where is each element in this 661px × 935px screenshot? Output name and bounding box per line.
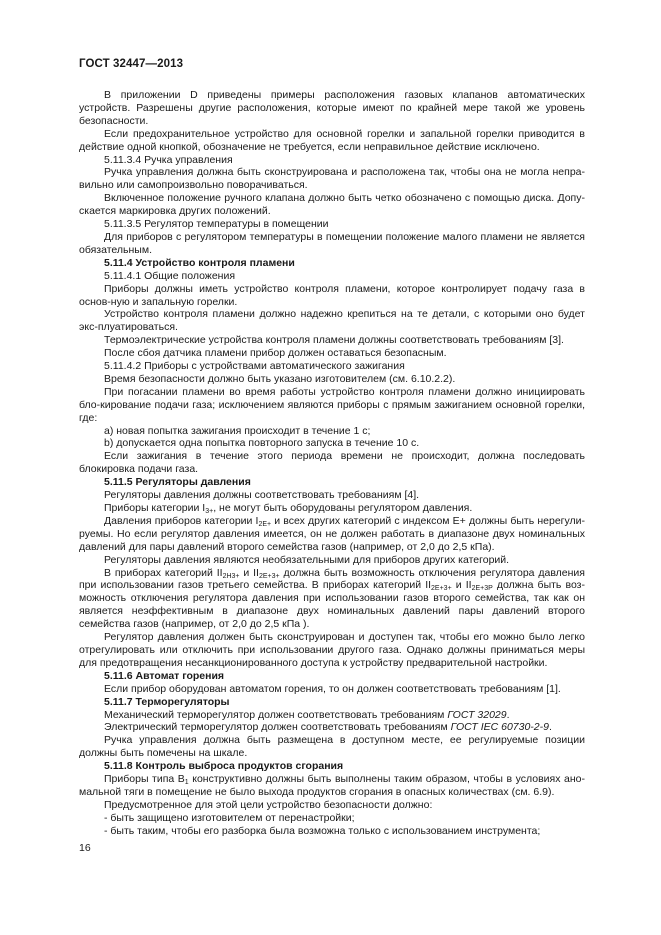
paragraph: В приборах категорий $II_{2H3+}$ и $II_{2E+3+}$ должна быть возможность отключения регулятора давления при использовании газов третьего семейства. В приборах категорий $II_{2E+3+}$ и $II_{2E+3P}$ должна быть воз-можность отключения регулятора давления при использовании газов второго семейства, так как он является неэффективным в диапазоне двух номинальных давлений пары давлений второго семейства газов (например, от 2,0 до 2,5 кПа ). [79,566,585,631]
paragraph: В приложении D приведены примеры расположения газовых клапанов автоматических устройств. Разрешены другие расположения, которые имеют по крайней мере такой же уровень безопасности. [79,89,585,127]
list-item: b) допускается одна попытка повторного запуска в течение 10 с. [104,437,420,450]
section-heading: 5.11.7 Терморегуляторы [104,695,230,708]
paragraph: После сбоя датчика пламени прибор должен оставаться безопасным. [104,347,447,360]
list-item: a) новая попытка зажигания происходит в течение 1 с; [104,424,371,437]
paragraph: Устройство контроля пламени должно надежно крепиться на те детали, с которыми оно будет экс-плуатироваться. [79,308,585,334]
paragraph: Приборы типа $B_1$ конструктивно должны быть выполнены таким образом, чтобы в условиях ано-мальной тяги в помещение не было выхода продуктов сгорания в опасных количествах (см. 6.9). [79,773,586,798]
paragraph: Термоэлектрические устройства контроля пламени должны соответствовать требованиям [3]. [104,334,564,347]
paragraph: При погасании пламени во время работы устройство контроля пламени должно инициировать бло-кирование подачи газа; исключением являются приборы с прямым зажиганием основной горелки, где: [79,385,585,424]
paragraph: Приборы должны иметь устройство контроля пламени, которое контролирует подачу газа в основ-ную и запальную горелки. [79,282,585,308]
paragraph: Предусмотренное для этой цели устройство безопасности должно: [104,798,433,811]
page-number: 16 [79,842,91,854]
section-heading: 5.11.8 Контроль выброса продуктов сгорания [104,760,344,773]
document-body [79,89,585,838]
paragraph: Если прибор оборудован автоматом горения, то он должен соответствовать требованиям [1]. [104,682,561,695]
standard-reference: ГОСТ IEC 60730-2-9 [450,721,549,734]
paragraph: Время безопасности должно быть указано изготовителем (см. 6.10.2.2). [104,372,456,385]
subsection-heading: 5.11.4.2 Приборы с устройствами автоматического зажигания [104,360,405,373]
section-heading: 5.11.6 Автомат горения [104,669,225,682]
paragraph: Ручка управления должна быть сконструирована и расположена так, чтобы она не могла непра-вильно или самопроизвольно поворачиваться. [79,166,585,192]
paragraph: Регуляторы давления являются необязательными для приборов других категорий. [104,553,510,566]
section-heading: 5.11.4 Устройство контроля пламени [104,256,295,269]
paragraph: Давления приборов категории $I_{2E+}$ и всех других категорий с индексом E+ должны быть нерегули-руемы. Но если регулятор давления имеется, он не должен работать в диапазоне двух номинальных давлений для пары давлений второго семейства газов (например, от 2,0 до 2,5 кПа). [79,514,585,553]
section-heading: 5.11.5 Регуляторы давления [104,476,251,489]
paragraph: Если зажигания в течение этого периода времени не происходит, должна последовать блокировка подачи газа. [79,450,585,476]
paragraph: Включенное положение ручного клапана должно быть четко обозначено с помощью диска. Допу-скается маркировка других положений. [79,192,585,218]
paragraph: Если предохранительное устройство для основной горелки и запальной горелки приводится в действие одной кнопкой, обозначение не требуется, если неправильное действие исключено. [79,127,585,153]
paragraph: Электрический терморегулятор должен соответствовать требованиям ГОСТ IEC 60730-2-9. [104,721,552,734]
paragraph: Для приборов с регулятором температуры в помещении положение малого пламени не является обязательным. [79,230,585,256]
subsection-heading: 5.11.4.1 Общие положения [104,269,236,282]
standard-reference: ГОСТ 32029 [447,708,507,721]
paragraph: Регулятор давления должен быть сконструирован и доступен так, чтобы его можно было легко отрегулировать или отключить при использовании другого газа. Однако должны приниматься меры для предотвращения несанкционированного доступа к устройству предварительной настройки. [79,631,585,669]
subsection-heading: 5.11.3.5 Регулятор температуры в помещении [104,218,329,231]
paragraph: Регуляторы давления должны соответствовать требованиям [4]. [104,489,420,502]
document-header: ГОСТ 32447—2013 [79,58,184,70]
list-item: - быть защищено изготовителем от перенастройки; [104,811,355,824]
subsection-heading: 5.11.3.4 Ручка управления [104,153,233,166]
paragraph: Приборы категории $I_{3+}$, не могут быть оборудованы регулятором давления. [104,502,473,515]
list-item: - быть таким, чтобы его разборка была возможна только с использованием инструмента; [104,824,541,837]
paragraph: Механический терморегулятор должен соответствовать требованиям ГОСТ 32029. [104,708,510,721]
paragraph: Ручка управления должна быть размещена в доступном месте, ее регулируемые позиции должны быть помечены на шкале. [79,734,585,760]
